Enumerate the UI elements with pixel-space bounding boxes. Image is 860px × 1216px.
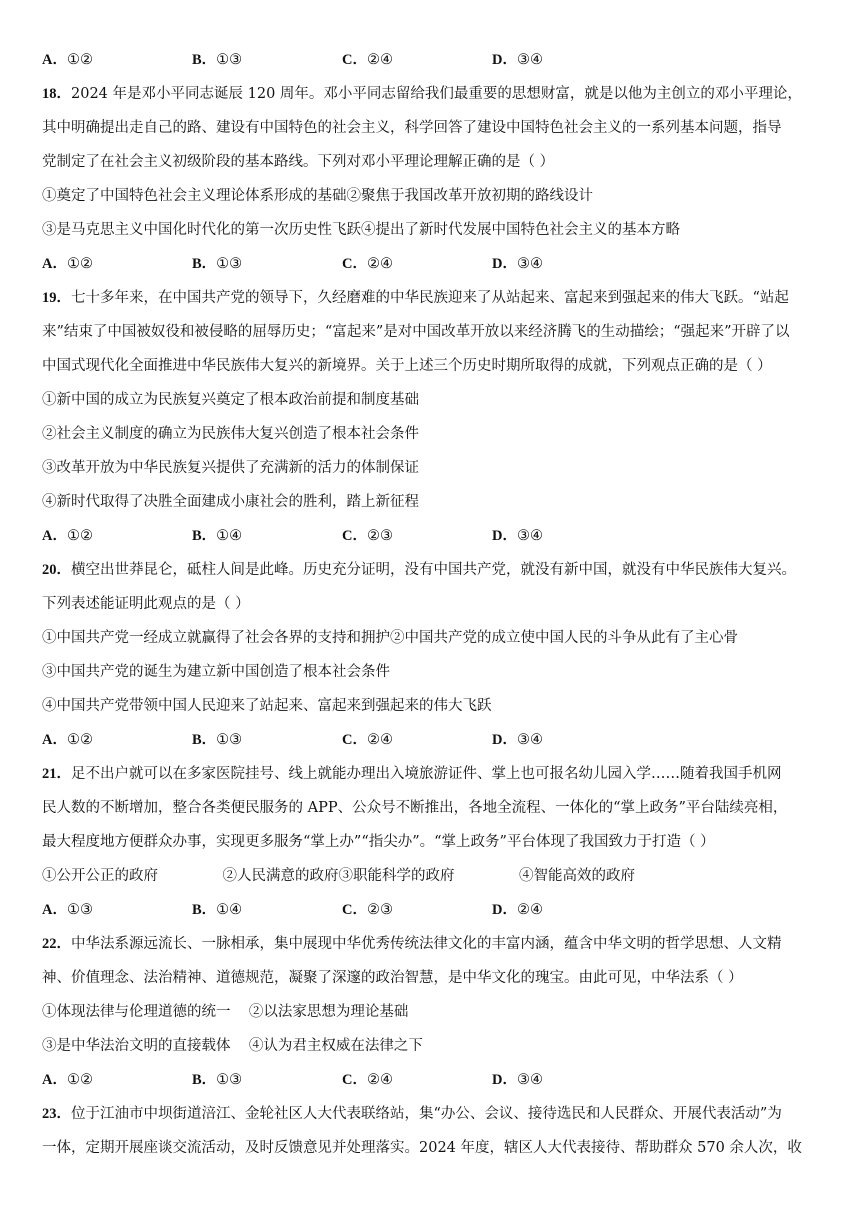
q19-item-line-2: ②社会主义制度的确立为民族伟大复兴创造了根本社会条件 [42,426,419,442]
q19-stem-line-2: 来”结束了中国被奴役和被侵略的屈辱历史；“富起来”是对中国改革开放以来经济腾飞的生动描绘；“强起来”开辟了以 [42,324,790,340]
q20-item-line-1: ①中国共产党一经成立就赢得了社会各界的支持和拥护②中国共产党的成立使中国人民的斗争从此有了主心骨 [42,630,738,646]
q18-stem-line-3: 党制定了在社会主义初级阶段的基本路线。下列对邓小平理论理解正确的是（ ） [42,154,555,170]
q20-stem-line-2: 下列表述能证明此观点的是（ ） [42,596,250,612]
q20-option-d[interactable]: D．③④ [492,732,543,748]
q21-option-b[interactable]: B．①④ [192,902,243,918]
q19-item-line-1: ①新中国的成立为民族复兴奠定了根本政治前提和制度基础 [42,392,419,408]
q19-stem-line-1: 19．七十多年来，在中国共产党的领导下，久经磨难的中华民族迎来了从站起来、富起来到强起来的伟大飞跃。“站起 [42,290,789,306]
q23-stem-line-1: 23．位于江油市中坝街道涪江、金轮社区人大代表联络站，集“办公、会议、接待选民和人民群众、开展代表活动”为 [42,1106,782,1122]
q18-stem-line-2: 其中明确提出走自己的路、建设有中国特色的社会主义，科学回答了建设中国特色社会主义的一系列基本问题，指导 [42,120,782,136]
q23-number: 23． [42,1106,71,1122]
q18-number: 18． [42,86,71,102]
q17-option-d[interactable]: D．③④ [492,52,543,68]
q21-option-d[interactable]: D．②④ [492,902,543,918]
q19-stem-line-3: 中国式现代化全面推进中华民族伟大复兴的新境界。关于上述三个历史时期所取得的成就，下列观点正确的是（ ） [42,358,772,374]
q19-option-a[interactable]: A．①② [42,528,93,544]
q22-number: 22． [42,936,71,952]
q19-option-b[interactable]: B．①④ [192,528,243,544]
q21-option-a[interactable]: A．①③ [42,902,93,918]
q22-item-line-1: ①体现法律与伦理道德的统一 ②以法家思想为理论基础 [42,1004,409,1020]
q20-item-line-2: ③中国共产党的诞生为建立新中国创造了根本社会条件 [42,664,390,680]
q18-options [42,254,642,274]
q18-option-d[interactable]: D．③④ [492,256,543,272]
q20-options [42,730,642,750]
q20-option-b[interactable]: B．①③ [192,732,243,748]
q21-options [42,900,642,920]
q18-item-line-2: ③是马克思主义中国化时代化的第一次历史性飞跃④提出了新时代发展中国特色社会主义的基本方略 [42,222,680,238]
q22-option-c[interactable]: C．②④ [342,1072,393,1088]
q19-option-d[interactable]: D．③④ [492,528,543,544]
q18-option-a[interactable]: A．①② [42,256,93,272]
q21-item-line-1: ①公开公正的政府 ②人民满意的政府③职能科学的政府 ④智能高效的政府 [42,868,636,884]
q18-option-b[interactable]: B．①③ [192,256,243,272]
q17-option-c[interactable]: C．②④ [342,52,393,68]
q17-options [42,50,642,70]
q21-stem-line-1: 21．足不出户就可以在多家医院挂号、线上就能办理出入境旅游证件、掌上也可报名幼儿园入学……随着我国手机网 [42,766,782,782]
q18-item-line-1: ①奠定了中国特色社会主义理论体系形成的基础②聚焦于我国改革开放初期的路线设计 [42,188,593,204]
q21-option-c[interactable]: C．②③ [342,902,393,918]
q19-number: 19． [42,290,71,306]
q18-stem-line-1: 18．2024 年是邓小平同志诞辰 120 周年。邓小平同志留给我们最重要的思想财富，就是以他为主创立的邓小平理论， [42,86,802,102]
q19-option-c[interactable]: C．②③ [342,528,393,544]
q21-number: 21． [42,766,71,782]
q22-option-b[interactable]: B．①③ [192,1072,243,1088]
q22-stem-line-2: 神、价值理念、法治精神、道德规范，凝聚了深邃的政治智慧，是中华文化的瑰宝。由此可见，中华法系（ ） [42,970,743,986]
q20-option-a[interactable]: A．①② [42,732,93,748]
q19-item-line-4: ④新时代取得了决胜全面建成小康社会的胜利，踏上新征程 [42,494,419,510]
q17-option-a[interactable]: A．①② [42,52,93,68]
q20-option-c[interactable]: C．②④ [342,732,393,748]
q20-number: 20． [42,562,71,578]
q22-options [42,1070,642,1090]
q21-stem-line-3: 最大程度地方便群众办事，实现更多服务“掌上办”“指尖办”。“掌上政务”平台体现了我国致力于打造（ ） [42,834,715,850]
q22-option-d[interactable]: D．③④ [492,1072,543,1088]
q20-stem-line-1: 20．横空出世莽昆仑，砥柱人间是此峰。历史充分证明，没有中国共产党，就没有新中国，就没有中华民族伟大复兴。 [42,562,796,578]
q23-stem-line-2: 一体，定期开展座谈交流活动，及时反馈意见并处理落实。2024 年度，辖区人大代表接待、帮助群众 570 余人次，收 [42,1140,802,1156]
q20-item-line-3: ④中国共产党带领中国人民迎来了站起来、富起来到强起来的伟大飞跃 [42,698,492,714]
q19-options [42,526,642,546]
q22-option-a[interactable]: A．①② [42,1072,93,1088]
q21-stem-line-2: 民人数的不断增加，整合各类便民服务的 APP、公众号不断推出，各地全流程、一体化的“掌上政务”平台陆续亮相， [42,800,788,816]
q17-option-b[interactable]: B．①③ [192,52,243,68]
q22-item-line-2: ③是中华法治文明的直接载体 ④认为君主权威在法律之下 [42,1038,423,1054]
q18-option-c[interactable]: C．②④ [342,256,393,272]
q19-item-line-3: ③改革开放为中华民族复兴提供了充满新的活力的体制保证 [42,460,419,476]
q22-stem-line-1: 22．中华法系源远流长、一脉相承，集中展现中华优秀传统法律文化的丰富内涵，蕴含中华文明的哲学思想、人文精 [42,936,782,952]
